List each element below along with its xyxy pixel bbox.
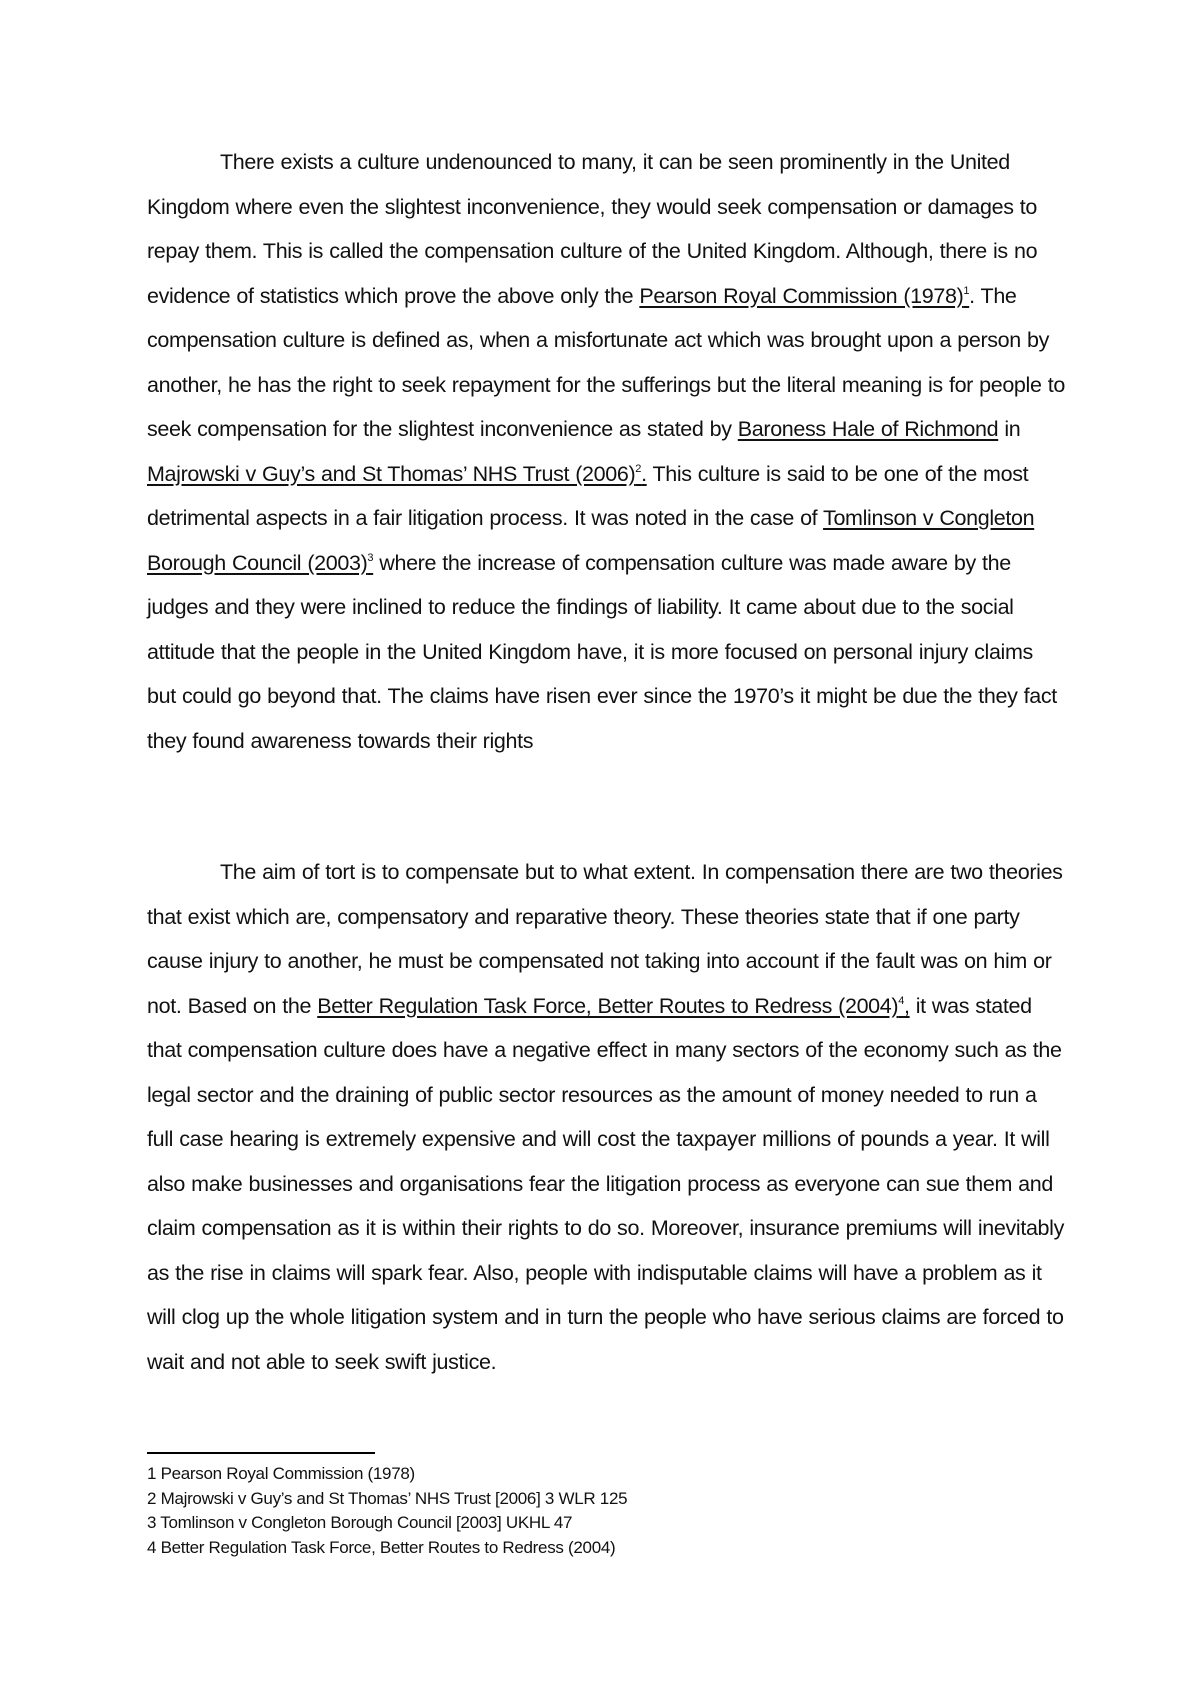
p2-text-2: it was stated that compensation culture does have a negative effect in many sectors of the economy such as the legal sector and the draining of public sector resources as the amount of money needed to run a full case hearing is extremely expensive and will cost the taxpayer millions of pounds a year. It will also make businesses and organisations fear the litigation process as everyone can sue them and claim compensation as it is within their rights to do so. Moreover, insurance premiums will inevitably as the rise in claims will spark fear. Also, people with indisputable claims will have a problem as it will clog up the whole litigation system and in turn the people who have serious claims are forced to wait and not able to seek swift justice. (147, 993, 1064, 1374)
footnote-marker-3: 3 (367, 551, 374, 564)
p1-text-4: This culture is said to be one of the most detrimental aspects in a fair litigation process. It was noted in the case of (147, 461, 1029, 530)
p1-text-1: There exists a culture undenounced to many, it can be seen prominently in the United Kingdom where even the slightest inconvenience, they would seek compensation or damages to repay them. This is called the compensation culture of the United Kingdom. Although, there is no evidence of statistics which prove the above only the (147, 150, 1038, 308)
reference-baroness-hale: Baroness Hale of Richmond (737, 417, 999, 441)
reference-better-regulation-task-force (317, 994, 909, 1018)
p2-text-1: The aim of tort is to compensate but to what extent. In compensation there are two theories that exist which are, compensatory and reparative theory. These theories state that if one party cause injury to another, he must be compensated not taking into account if the fault was on him or not. Based on the (147, 860, 1063, 1018)
reference-text: Better Regulation Task Force, Better Routes to Redress (2004) (317, 993, 899, 1018)
footnote-separator (147, 1452, 375, 1454)
p1-text-5: where the increase of compensation culture was made aware by the judges and they were inclined to reduce the findings of liability. It came about due to the social attitude that the people in the United Kingdom have, it is more focused on personal injury claims but could go beyond that. The claims have risen ever since the 1970’s it might be due the they fact they found awareness towards their rights (147, 550, 1057, 753)
p1-text-2: . The compensation culture is defined as, when a misfortunate act which was brought upon a person by another, he has the right to seek repayment for the sufferings but the literal meaning is for people to seek compensation for the slightest inconvenience as stated by (147, 283, 1065, 441)
reference-pearson-royal-commission (639, 284, 969, 308)
footnote-4: 4 Better Regulation Task Force, Better Routes to Redress (2004) (147, 1537, 616, 1557)
footnote-marker-4: 4 (898, 994, 904, 1007)
footnote-marker-1: 1 (963, 284, 970, 297)
reference-text: Tomlinson v Congleton Borough Council (2003) (147, 506, 1035, 575)
reference-text: Majrowski v Guy’s and St Thomas’ NHS Trust (2006) (147, 461, 636, 486)
footnote-3: 3 Tomlinson v Congleton Borough Council [2003] UKHL 47 (147, 1513, 573, 1532)
footnote-1: 1 Pearson Royal Commission (1978) (147, 1464, 415, 1483)
p1-text-3: in (998, 417, 1021, 441)
reference-text: Pearson Royal Commission (1978) (639, 283, 964, 308)
reference-majrowski (147, 462, 647, 486)
footnotes-list (147, 1462, 627, 1560)
reference-punctuation: , (903, 993, 910, 1018)
footnote-2: 2 Majrowski v Guy’s and St Thomas’ NHS Trust [2006] 3 WLR 125 (147, 1488, 628, 1508)
reference-punctuation: . (641, 461, 647, 486)
body-paragraph-1 (147, 140, 1067, 763)
footnote-marker-2: 2 (635, 462, 642, 475)
body-paragraph-2 (147, 850, 1067, 1384)
